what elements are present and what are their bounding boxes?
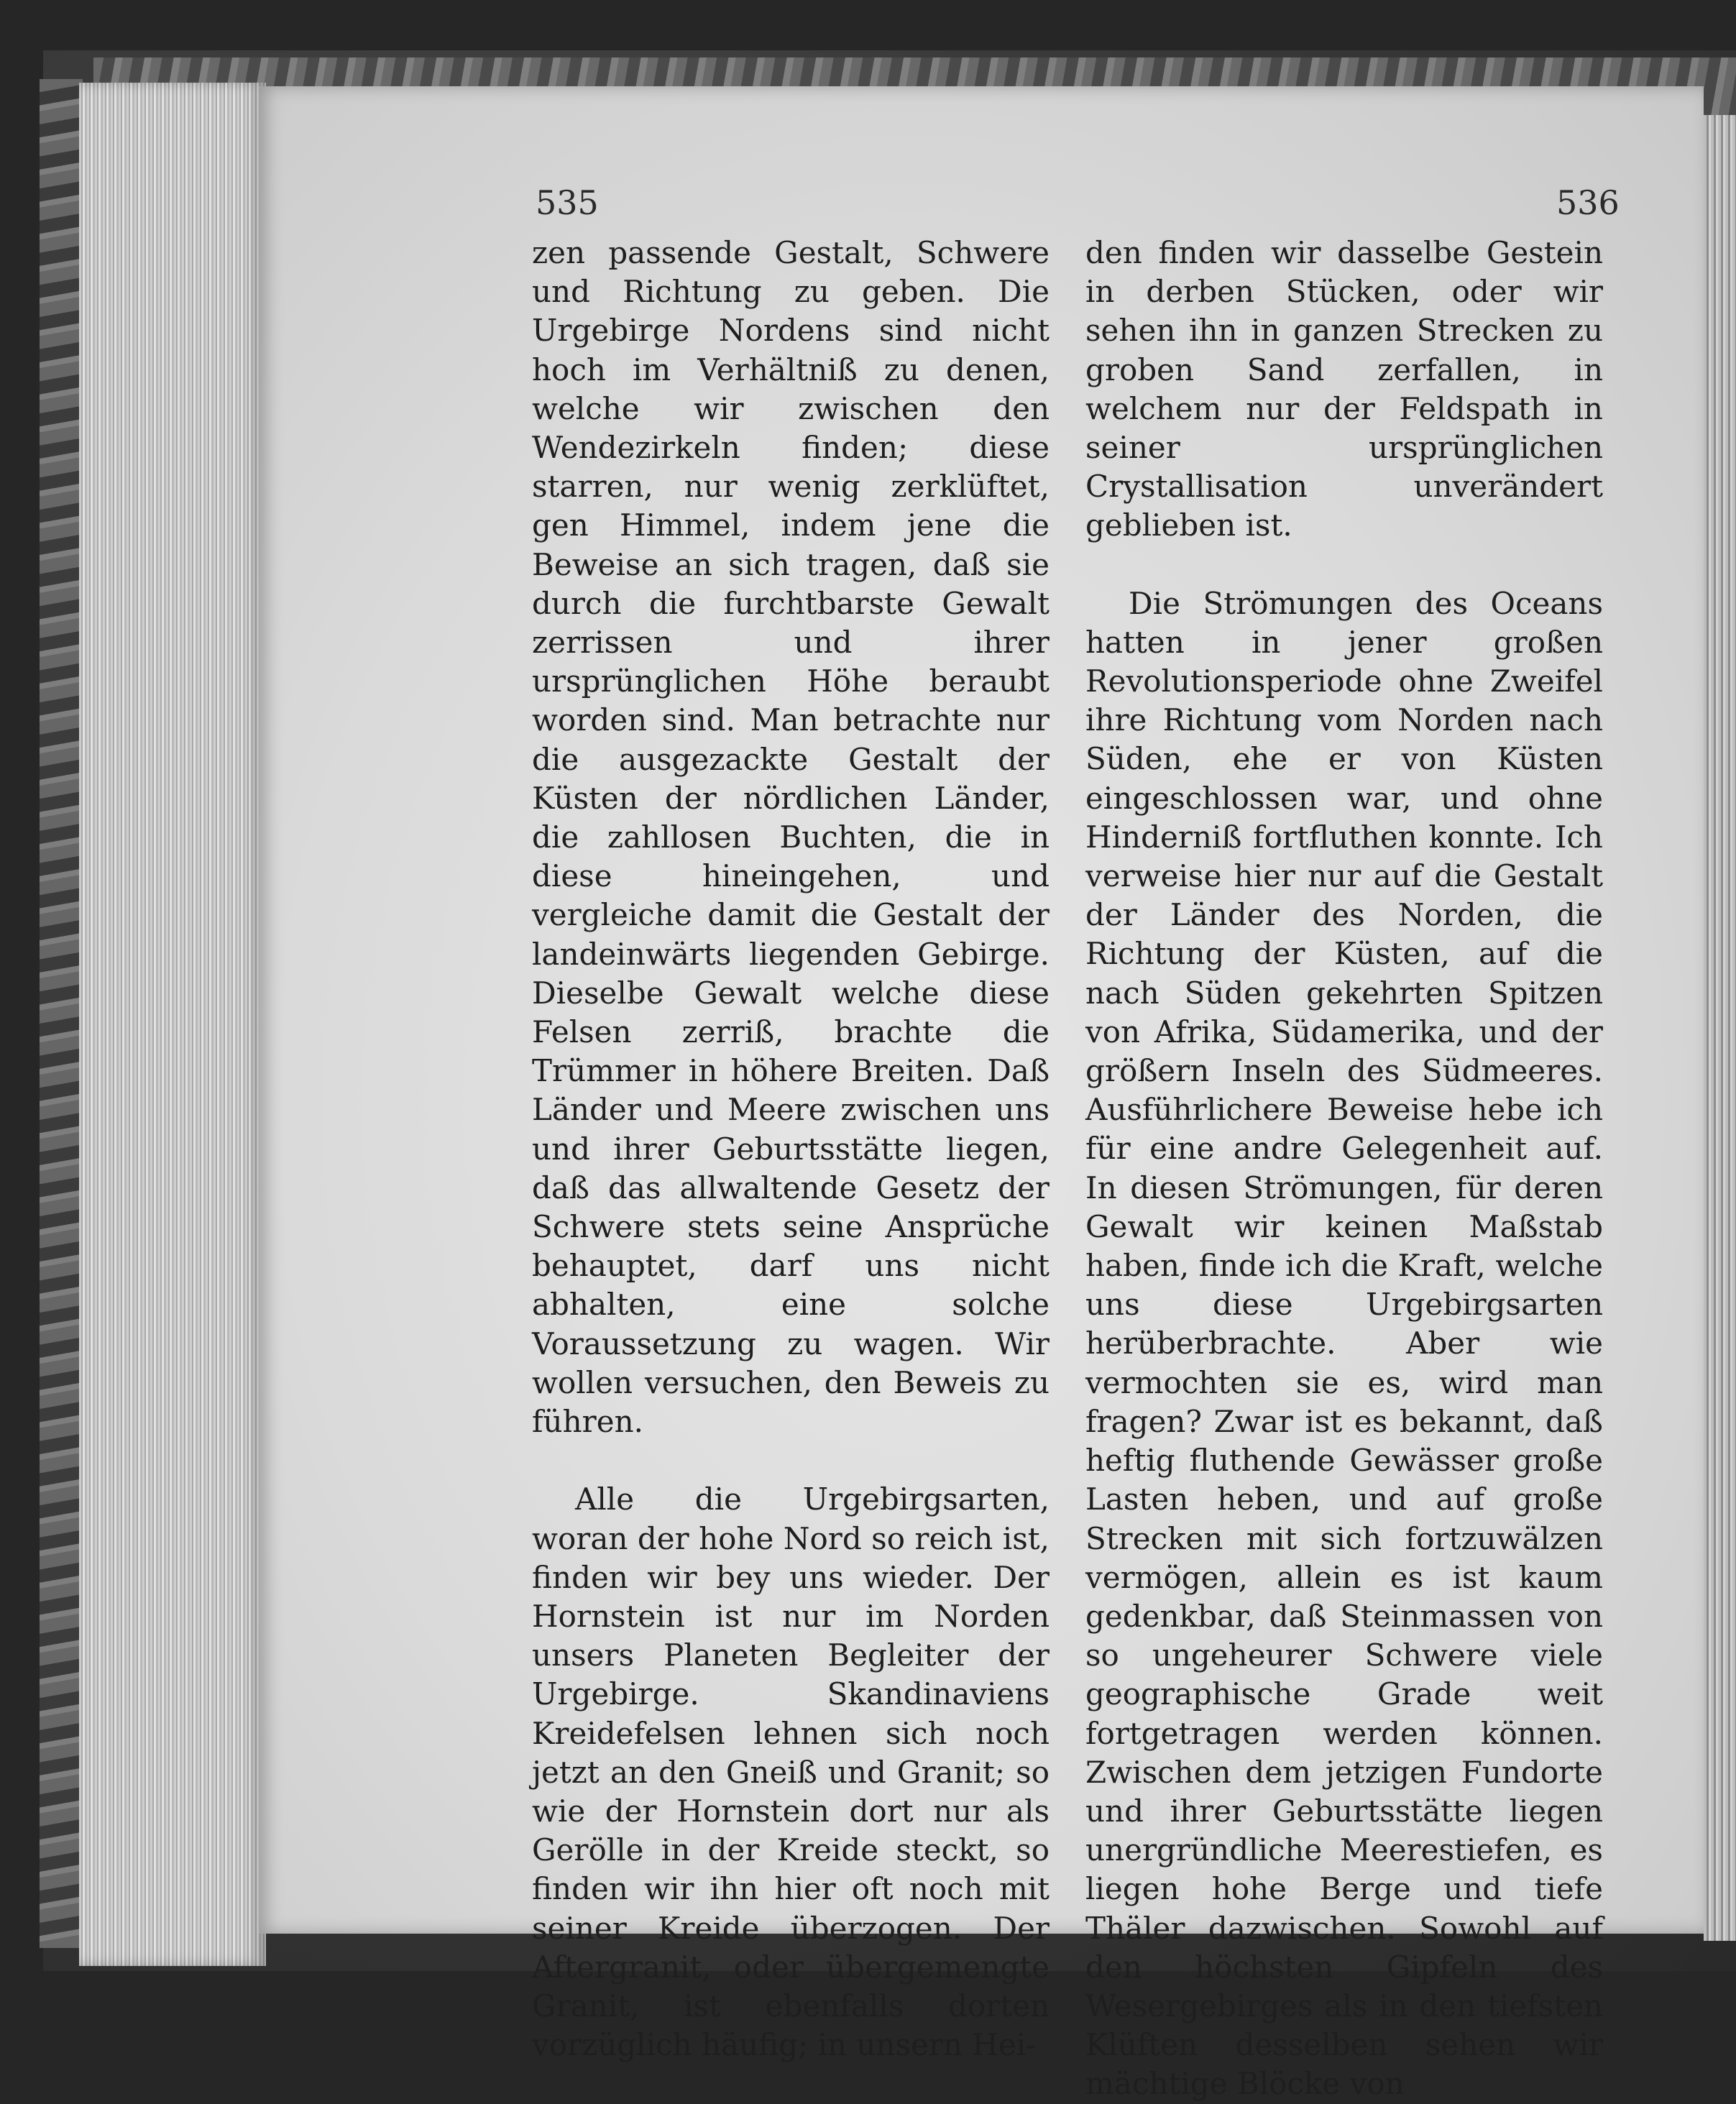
page-number-left: 535 xyxy=(536,183,599,222)
text-column-left xyxy=(532,234,1050,2064)
text-column-right xyxy=(1085,234,1603,2104)
right-page-edge xyxy=(1704,115,1736,1941)
paragraph: Alle die Urgebirgsarten, woran der hohe Nord so reich ist, finden wir bey uns wieder. Der Hornstein ist nur im Norden unsers Planeten Begleiter der Urgebirge. Skandinaviens Kreidefelsen lehnen sich noch jetzt an den Gneiß und Granit; so wie der Hornstein dort nur als Gerölle in der Kreide steckt, so finden wir ihn hier oft noch mit seiner Kreide überzogen. Der Aftergranit, oder übergemengte Granit, ist ebenfalls dorten vorzüglich häufig; in unsern Hei- xyxy=(532,1481,1050,2063)
marbled-spine-edge xyxy=(40,79,83,1948)
page-edges xyxy=(79,83,266,1966)
paragraph: Die Strömungen des Oceans hatten in jener großen Revolutionsperiode ohne Zweifel ihre Richtung vom Norden nach Süden, ehe er von Küsten eingeschlossen war, und ohne Hinderniß fortfluthen konnte. Ich verweise hier nur auf die Gestalt der Länder des Norden, die Richtung der Küsten, auf die nach Süden gekehrten Spitzen von Afrika, Südamerika, und der größern Inseln des Südmeeres. Ausführlichere Beweise hebe ich für eine andre Gelegenheit auf. In diesen Strömungen, für deren Gewalt wir keinen Maßstab haben, finde ich die Kraft, welche uns diese Urgebirgsarten herüberbrachte. Aber wie vermochten sie es, wird man fragen? Zwar ist es bekannt, daß heftig fluthende Gewässer große Lasten heben, und auf große Strecken mit sich fortzuwälzen vermögen, allein es ist kaum gedenkbar, daß Steinmassen von so ungeheurer Schwere viele geographische Grade weit fortgetragen werden können. Zwischen dem jetzigen Fundorte und ihrer Geburtsstätte liegen unergründliche Meerestiefen, es liegen hohe Berge und tiefe Thäler dazwischen. Sowohl auf den höchsten Gipfeln des Wesergebirges als in den tiefsten Klüften desselben sehen wir mächtige Blöcke von xyxy=(1085,585,1603,2102)
page-number-right: 536 xyxy=(1556,183,1620,222)
paragraph: den finden wir dasselbe Gestein in derben Stücken, oder wir sehen ihn in ganzen Strecken zu groben Sand zerfallen, in welchem nur der Feldspath in seiner ursprünglichen Crystallisation unverändert geblieben ist. xyxy=(1085,235,1603,543)
paragraph: zen passende Gestalt, Schwere und Richtung zu geben. Die Urgebirge Nordens sind nicht hoch im Verhältniß zu denen, welche wir zwischen den Wendezirkeln finden; diese starren, nur wenig zerklüftet, gen Himmel, indem jene die Beweise an sich tragen, daß sie durch die furchtbarste Gewalt zerrissen und ihrer ursprünglichen Höhe beraubt worden sind. Man betrachte nur die ausgezackte Gestalt der Küsten der nördlichen Länder, die zahllosen Buchten, die in diese hineingehen, und vergleiche damit die Gestalt der landeinwärts liegenden Gebirge. Dieselbe Gewalt welche diese Felsen zerriß, brachte die Trümmer in höhere Breiten. Daß Länder und Meere zwischen uns und ihrer Geburtsstätte liegen, daß das allwaltende Gesetz der Schwere stets seine Ansprüche behauptet, darf uns nicht abhalten, eine solche Voraussetzung zu wagen. Wir wollen versuchen, den Beweis zu führen. xyxy=(532,235,1050,1440)
